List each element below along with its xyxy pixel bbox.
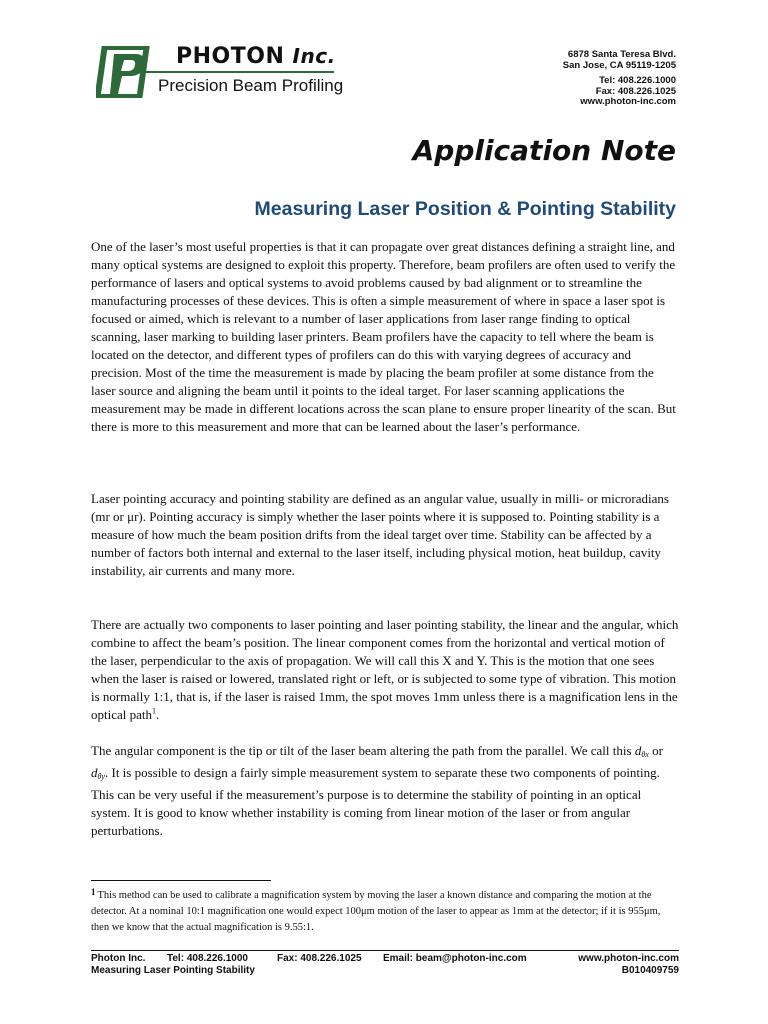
paragraph-4	[91, 742, 679, 840]
paragraph-3-text: There are actually two components to laser pointing and laser pointing stability, the linear and the angular, which combine to affect the beam’s position. The linear component comes from the horizontal and vertical motion of the laser, perpendicular to the axis of propagation. We will call this X and Y. This is the motion that one sees when the laser is raised or lowered, translated right or left, or is subjected to some type of vibration. This motion is normally 1:1, that is, if the laser is raised 1mm, the spot moves 1mm unless there is a magnification lens in the optical path	[91, 617, 679, 722]
header-tel: Tel: 408.226.1000	[599, 75, 676, 86]
company-logo	[96, 44, 346, 104]
footer-email: Email: beam@photon-inc.com	[383, 953, 527, 964]
photon-logo-icon	[96, 44, 152, 102]
header-web: www.photon-inc.com	[580, 96, 676, 107]
brand-name: PHOTON Inc.	[176, 44, 336, 69]
paragraph-1	[91, 238, 679, 436]
paragraph-1-text: One of the laser’s most useful properties is that it can propagate over great distances defining a straight line, and many optical systems are designed to exploit this property. Therefore, beam profilers are often used to verify the performance of lasers and optical systems to avoid problems caused by bad alignment or to streamline the manufacturing processes of these devices. This is often a simple measurement of where in space a laser spot is focused or aimed, which is relevant to a number of laser applications from laser range finding to optical scanning, laser marking to building laser printers. Beam profilers have the capacity to tell where the beam is located on the detector, and different types of profilers can do this with varying degrees of accuracy and precision. Most of the time the measurement is made by placing the beam profiler at some distance from the laser source and aligning the beam until it points to the ideal target. For laser scanning applications the measurement may be made in different locations across the scan plane to ensure proper linearity of the scan. But there is more to this measurement and more that can be learned about the laser’s performance.	[91, 239, 676, 434]
address-line-2: San Jose, CA 95119-1205	[562, 59, 676, 71]
footnote-text: This method can be used to calibrate a magnification system by moving the laser a known distance and comparing the motion at the detector. At a nominal 10:1 magnification one would expect 100μm motion of the laser to appear as 1mm at the detector; if it is 955μm, then we know that the actual magnification is 9.55:1.	[91, 890, 661, 933]
footer-company: Photon Inc.	[91, 953, 146, 964]
footer-fax: Fax: 408.226.1025	[277, 953, 362, 964]
footer-rule	[91, 950, 679, 951]
brand-suffix: Inc.	[292, 44, 336, 68]
symbol-d-theta-x: $d_{\theta x}$	[634, 743, 649, 759]
footnote-reference: 1	[152, 706, 157, 716]
page-footer	[91, 953, 679, 977]
address-line-1: 6878 Santa Teresa Blvd.	[567, 49, 676, 60]
paragraph-4-text-b: . It is possible to design a fairly simple measurement system to separate these two components of pointing. This can be very useful if the measurement’s purpose is to determine the stability of pointing in an optical system. It is good to know whether instability is coming from linear motion of the laser or from angular perturbations.	[91, 765, 660, 838]
logo-accent-rule	[144, 71, 334, 73]
company-address-block	[563, 50, 676, 108]
footnote	[91, 884, 681, 936]
footnote-mark: 1	[91, 887, 96, 897]
paragraph-2	[91, 490, 679, 580]
footnote-separator	[91, 880, 271, 881]
footer-document-name: Measuring Laser Pointing Stability	[91, 965, 255, 976]
document-kind: Application Note	[412, 134, 676, 167]
paragraph-3-end: .	[156, 707, 160, 722]
footer-document-id: B010409759	[621, 965, 679, 976]
paragraph-2-text: Laser pointing accuracy and pointing stability are defined as an angular value, usually in milli- or microradians (mr or μr). Pointing accuracy is simply whether the laser points where it is supposed to. Pointing stability is a measure of how much the beam position drifts from the ideal target over time. Stability can be affected by a number of factors both internal and external to the laser itself, including physical motion, heat buildup, cavity instability, air currents and many more.	[91, 491, 669, 578]
brand-tagline: Precision Beam Profiling	[158, 76, 344, 95]
paragraph-4-or: or	[648, 743, 663, 758]
header-fax: Fax: 408.226.1025	[595, 85, 676, 97]
footer-tel: Tel: 408.226.1000	[167, 953, 248, 964]
footer-website: www.photon-inc.com	[578, 953, 679, 964]
paragraph-3	[91, 616, 679, 724]
document-title: Measuring Laser Position & Pointing Stability	[254, 198, 676, 220]
symbol-d-theta-y: $d_{\theta y}$	[91, 765, 105, 781]
paragraph-4-text-a: The angular component is the tip or tilt of the laser beam altering the path from the parallel. We call this	[91, 743, 635, 758]
